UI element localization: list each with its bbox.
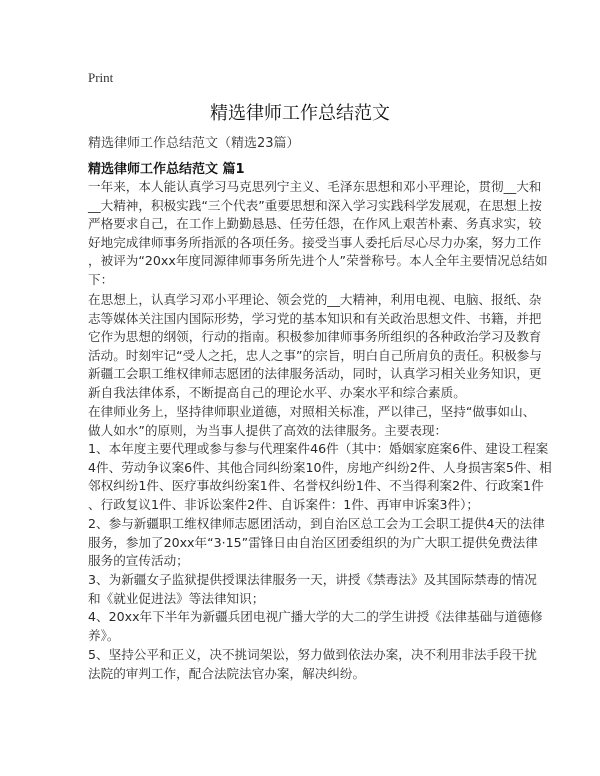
section-heading: 精选律师工作总结范文 篇1 [88, 162, 245, 177]
paragraph-intro [88, 178, 548, 290]
document-subtitle: 精选律师工作总结范文（精选23篇） [88, 136, 300, 151]
text-line: 好地完成律师事务所指派的各项任务。接受当事人委托后尽心尽力办案，努力工作 [88, 234, 542, 250]
text-line: 做人如水”的原则，为当事人提供了高效的法律服务。主要表现： [88, 422, 448, 438]
text-line: ，被评为“20xx年度同源律师事务所先进个人”荣誉称号。本人全年主要情况总结如 [88, 253, 548, 269]
paragraph-ideology [88, 291, 542, 403]
text-line: 它作为思想的纲领，行动的指南。积极参加律师事务所组织的各种政治学习及教育 [88, 329, 542, 345]
text-line: 在思想上，认真学习邓小平理论、领会党的__大精神，利用电视、电脑、报纸、杂 [88, 292, 542, 307]
text-line: 一年来，本人能认真学习马克思列宁主义、毛泽东思想和邓小平理论，贯彻__大和 [88, 179, 542, 194]
text-line: 新疆工会职工维权律师志愿团的法律服务活动，同时，认真学习相关业务知识，更 [88, 366, 542, 382]
text-line: 志等媒体关注国内国际形势，学习党的基本知识和有关政治思想文件、书籍，并把 [88, 310, 542, 326]
list-item-5 [88, 646, 537, 683]
text-line: 新自我法律体系，不断提高自己的理论水平、办案水平和综合素质。 [88, 384, 466, 400]
document-title: 精选律师工作总结范文 [210, 103, 390, 124]
text-line: 养》。 [88, 627, 120, 643]
list-item-3 [88, 571, 537, 608]
list-item-4 [88, 608, 543, 645]
text-line: 法院的审判工作，配合法院法官办案，解决纠纷。 [88, 665, 366, 681]
text-line: 和《就业促进法》等法律知识； [88, 590, 265, 606]
text-line: 4件、劳动争议案6件、其他合同纠纷案10件，房地产纠纷2件、人身损害案5件、相 [88, 459, 552, 475]
text-line: 活动。时刻牢记“受人之托，忠人之事”的宗旨，明白自己所肩负的责任。积极参与 [88, 347, 542, 363]
list-item-1 [88, 440, 552, 514]
text-line: __大精神，积极实践“三个代表”重要思想和深入学习实践科学发展观，在思想上按 [88, 197, 542, 213]
text-line: 4、20xx年下半年为新疆兵团电视广播大学的大二的学生讲授《法律基础与道德修 [88, 609, 543, 624]
text-line: 服务，参加了20xx年“3·15”雷锋日由自治区团委组织的为广大职工提供免费法律 [88, 534, 538, 550]
list-item-2 [88, 515, 545, 571]
paragraph-business [88, 403, 536, 440]
text-line: 5、坚持公平和正义，决不挑词架讼，努力做到依法办案，决不利用非法手段干扰 [88, 647, 537, 662]
text-line: 1、本年度主要代理或参与参与代理案件46件（其中：婚姻家庭案6件、建设工程案 [88, 441, 549, 456]
text-line: 、行政复议1件、非诉讼案件2件、自诉案件：1件、再审申诉案3件）； [88, 496, 479, 512]
text-line: 3、为新疆女子监狱提供授课法律服务一天，讲授《禁毒法》及其国际禁毒的情况 [88, 572, 537, 587]
text-line: 下： [88, 271, 114, 287]
text-line: 2、参与新疆职工维权律师志愿团活动，到自治区总工会为工会职工提供4天的法律 [88, 516, 545, 531]
text-line: 在律师业务上，坚持律师职业道德，对照相关标准，严以律己，坚持“做事如山、 [88, 404, 536, 419]
text-line: 邻权纠纷1件、医疗事故纠纷案1件、名誉权纠纷1件、不当得利案2件、行政案1件 [88, 478, 544, 494]
text-line: 服务的宣传活动； [88, 553, 189, 569]
text-line: 严格要求自己，在工作上勤勤恳恳、任劳任怨，在作风上艰苦朴素、务真求实，较 [88, 216, 542, 232]
print-label: Print [88, 70, 114, 85]
